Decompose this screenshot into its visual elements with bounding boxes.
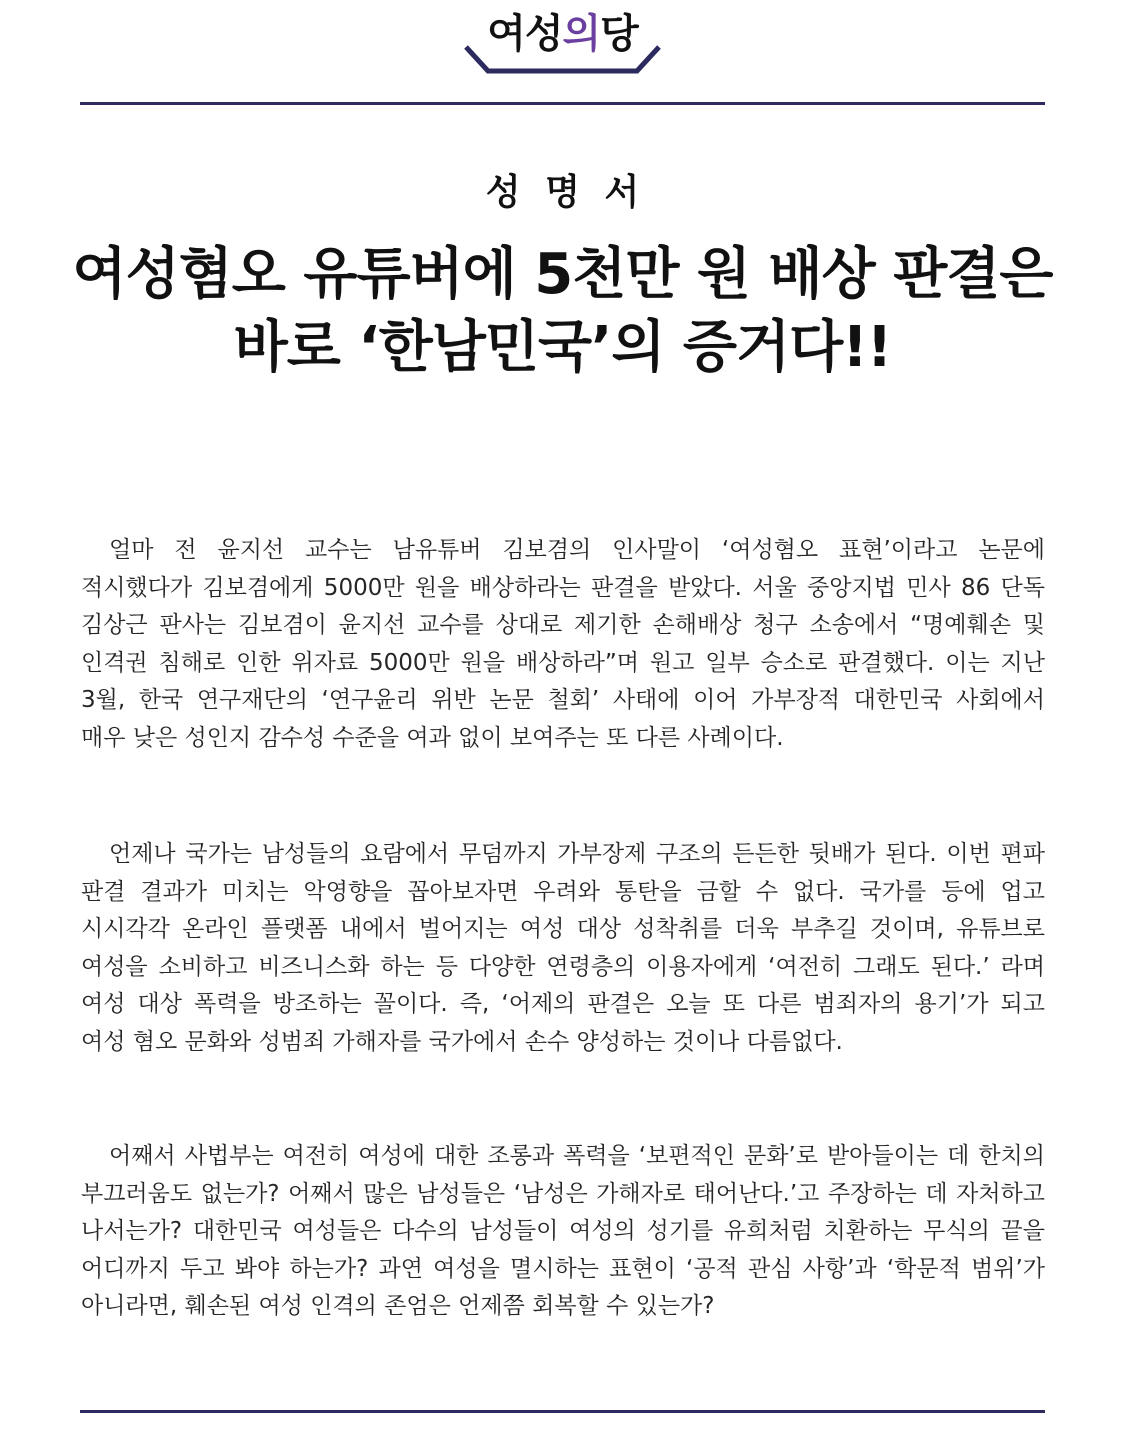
body-paragraph (81, 532, 1045, 758)
paragraph-line: 인격권 침해로 인한 위자료 5000만 원을 배상하라”며 원고 일부 승소로 판결했다. 이는 지난 (81, 649, 1045, 676)
paragraph-line: 판결 결과가 미치는 악영향을 꼽아보자면 우려와 통탄을 금할 수 없다. 국가를 등에 업고 (81, 878, 1045, 905)
paragraph-line: 아니라면, 훼손된 여성 인격의 존엄은 언제쯤 회복할 수 있는가? (81, 1293, 715, 1320)
logo-text-accent: 의 (562, 11, 601, 57)
paragraph-line: 적시했다가 김보겸에게 5000만 원을 배상하라는 판결을 받았다. 서울 중앙지법 민사 86 단독 (81, 574, 1045, 601)
header-divider (80, 102, 1045, 105)
body-paragraph (81, 836, 1045, 1062)
paragraph-line: 매우 낮은 성인지 감수성 수준을 여과 없이 보여주는 또 다른 사례이다. (81, 724, 784, 751)
paragraph-line: 여성을 소비하고 비즈니스화 하는 등 다양한 연령층의 이용자에게 ‘여전히 그래도 된다.’ 라며 (81, 953, 1045, 980)
paragraph-line: 얼마 전 윤지선 교수는 남유튜버 김보겸의 인사말이 ‘여성혐오 표현’이라고 논문에 (109, 537, 1045, 563)
body-paragraph (81, 1138, 1045, 1326)
paragraph-line: 여성 혐오 문화와 성범죄 가해자를 국가에서 손수 양성하는 것이나 다름없다. (81, 1028, 843, 1055)
paragraph-line: 시시각각 온라인 플랫폼 내에서 벌어지는 여성 대상 성착취를 더욱 부추길 것이며, 유튜브로 (81, 916, 1045, 943)
logo-text-part: 당 (600, 11, 638, 57)
party-logo (440, 0, 685, 82)
headline-line: 바로 ‘한남민국’의 증거다!! (233, 315, 892, 380)
document-type-label: 성 명 서 (485, 172, 646, 213)
paragraph-line: 언제나 국가는 남성들의 요람에서 무덤까지 가부장제 구조의 든든한 뒷배가 된다. 이번 편파 (109, 841, 1045, 867)
headline-line: 여성혐오 유튜버에 5천만 원 배상 판결은 (72, 242, 1053, 307)
paragraph-line: 어째서 사법부는 여전히 여성에 대한 조롱과 폭력을 ‘보편적인 문화’로 받아들이는 데 한치의 (109, 1143, 1045, 1169)
paragraph-line: 나서는가? 대한민국 여성들은 다수의 남성들이 여성의 성기를 유희처럼 치환하는 무식의 끝을 (81, 1218, 1045, 1245)
logo-text-part: 여성 (487, 11, 563, 57)
logo-text (440, 10, 685, 58)
paragraph-line: 김상근 판사는 김보겸이 윤지선 교수를 상대로 제기한 손해배상 청구 소송에서 “명예훼손 및 (81, 612, 1045, 639)
headline (72, 238, 1053, 384)
paragraph-line: 어디까지 두고 봐야 하는가? 과연 여성을 멸시하는 표현이 ‘공적 관심 사항’과 ‘학문적 범위’가 (81, 1255, 1045, 1282)
paragraph-line: 여성 대상 폭력을 방조하는 꼴이다. 즉, ‘어제의 판결은 오늘 또 다른 범죄자의 용기’가 되고 (81, 991, 1045, 1018)
footer-divider (80, 1410, 1045, 1413)
paragraph-line: 부끄러움도 없는가? 어째서 많은 남성들은 ‘남성은 가해자로 태어난다.’고 주장하는 데 자처하고 (81, 1180, 1045, 1207)
paragraph-line: 3월, 한국 연구재단의 ‘연구윤리 위반 논문 철회’ 사태에 이어 가부장적 대한민국 사회에서 (81, 687, 1045, 714)
